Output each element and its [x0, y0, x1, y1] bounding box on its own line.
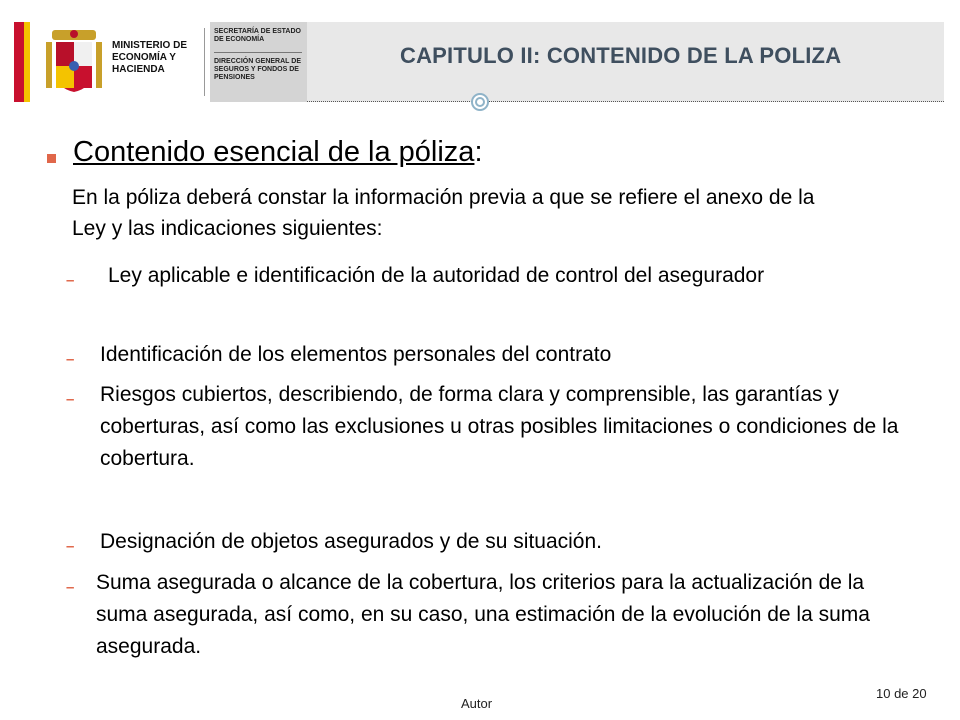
- ring-ornament-icon: [470, 92, 490, 112]
- dash-bullet-icon: –: [66, 272, 75, 289]
- page-title: CAPITULO II: CONTENIDO DE LA POLIZA: [400, 43, 842, 68]
- section-heading: [73, 136, 483, 169]
- list-item-text: Riesgos cubiertos, describiendo, de forma clara y comprensible, las garantías y coberturas, así como las exclusiones u otras posibles limitaciones o condiciones de la cobertura.: [100, 383, 899, 470]
- heading-row: [45, 136, 925, 176]
- dash-bullet-icon: –: [66, 391, 75, 408]
- coat-of-arms-icon: [44, 28, 104, 96]
- title-divider: [307, 101, 944, 102]
- heading-text: Contenido esencial de la póliza: [73, 136, 475, 168]
- logo-divider: [204, 28, 205, 96]
- footer-author: Autor: [461, 696, 493, 711]
- square-bullet-icon: [47, 154, 56, 163]
- dash-bullet-icon: –: [66, 351, 75, 368]
- flag-stripe-yellow: [24, 22, 30, 102]
- intro-paragraph: En la póliza deberá constar la información previa a que se refiere el anexo de la Ley y las indicaciones siguientes:: [72, 186, 815, 240]
- secretaria-label: SECRETARÍA DE ESTADO DE ECONOMÍA: [214, 28, 301, 43]
- page-number: 10 de 20: [876, 686, 927, 701]
- ministry-logo: [14, 22, 307, 102]
- list-item-text: Identificación de los elementos personales del contrato: [100, 343, 612, 366]
- dash-bullet-icon: –: [66, 579, 75, 596]
- slide-content: [45, 136, 925, 176]
- list-item-text: Suma asegurada o alcance de la cobertura, los criterios para la actualización de la suma asegurada, así como, en su caso, una estimación de la evolución de la suma asegurada.: [96, 571, 870, 658]
- list-item-text: Designación de objetos asegurados y de su situación.: [100, 530, 602, 553]
- ministry-name: MINISTERIO DE ECONOMÍA Y HACIENDA: [112, 40, 188, 75]
- flag-stripe-red: [14, 22, 24, 102]
- logo-sub-divider: [214, 52, 302, 53]
- dash-bullet-icon: –: [66, 538, 75, 555]
- heading-colon: :: [474, 136, 483, 168]
- direccion-label: DIRECCIÓN GENERAL DE SEGUROS Y FONDOS DE PENSIONES: [214, 58, 301, 81]
- list-item-text: Ley aplicable e identificación de la autoridad de control del asegurador: [108, 264, 765, 287]
